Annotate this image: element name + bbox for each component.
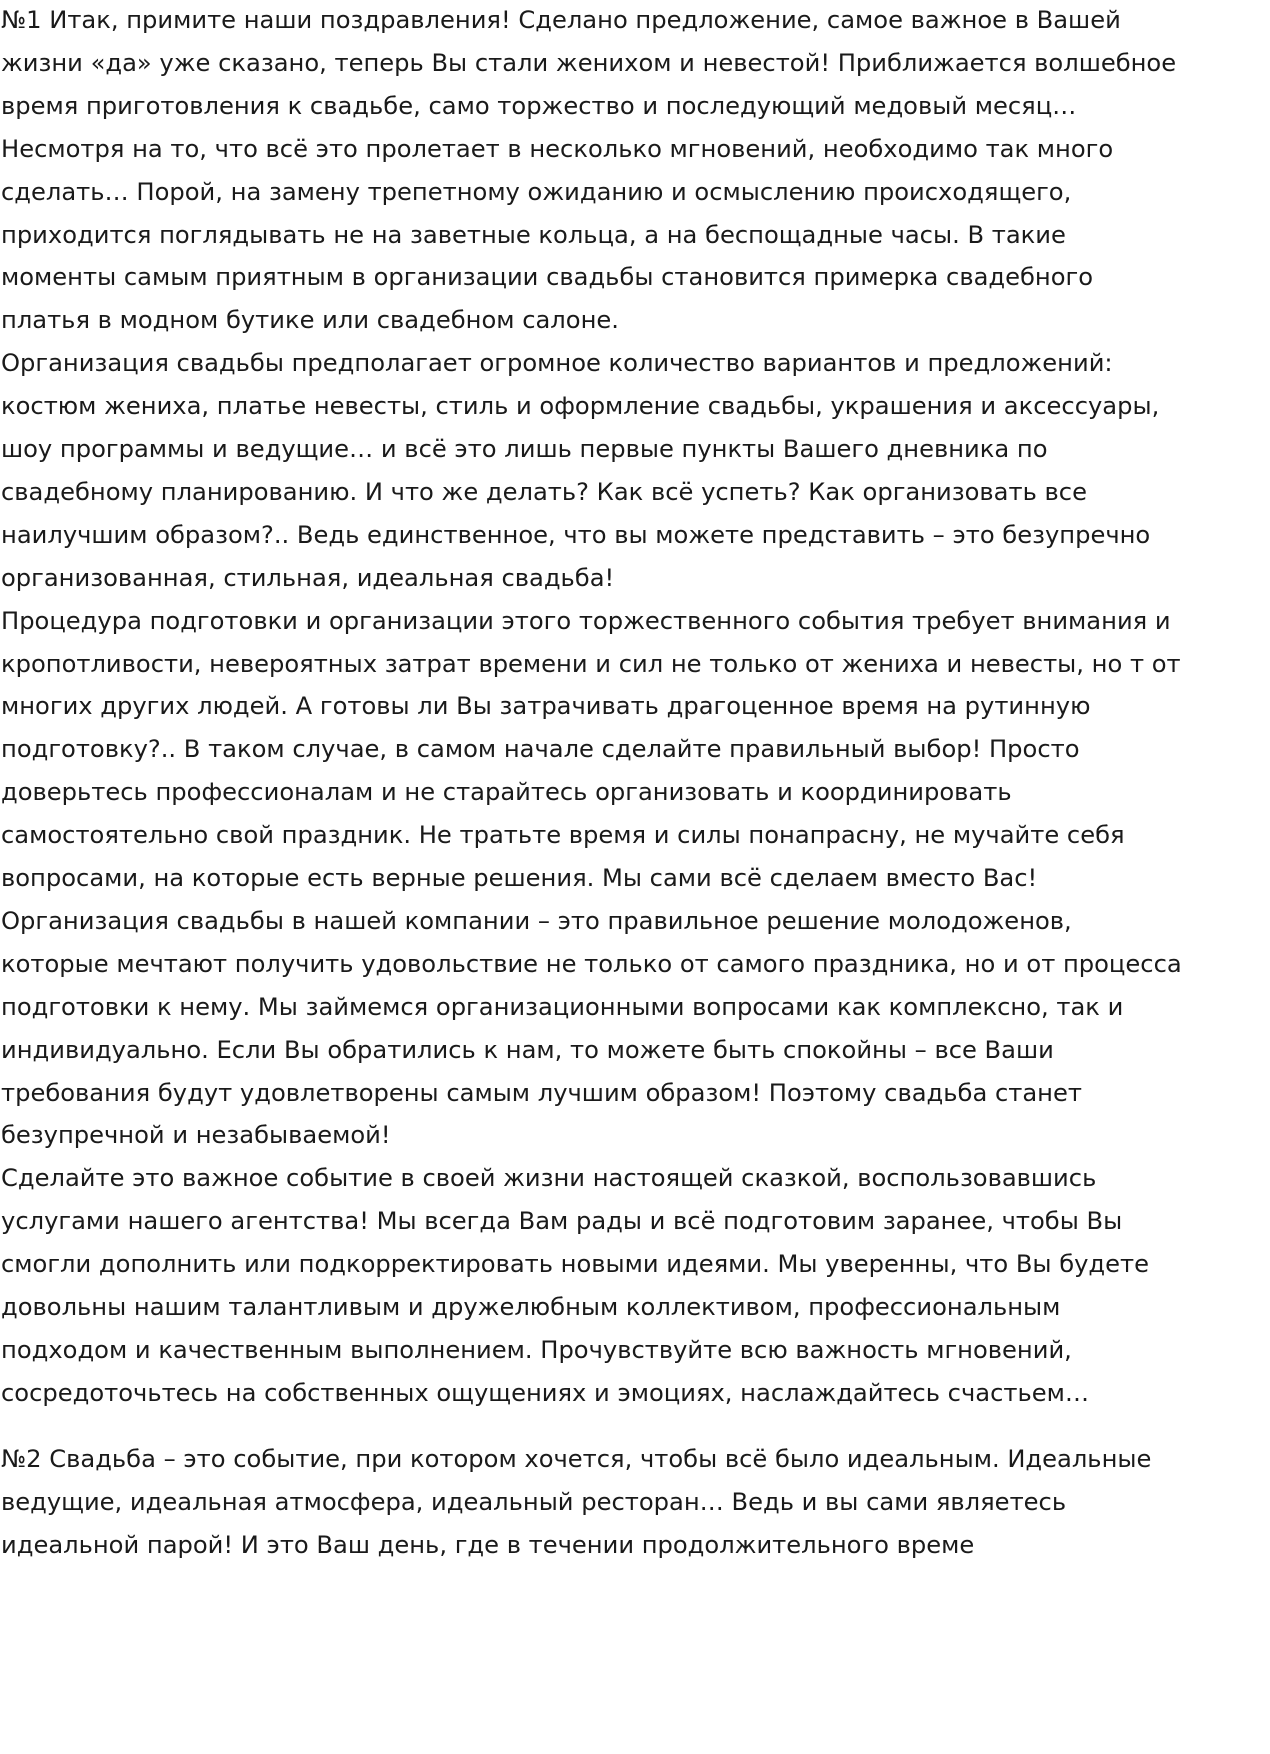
text-line: требования будут удовлетворены самым лучшим образом! Поэтому свадьба станет [1, 1078, 1082, 1107]
text-line: №1 Итак, примите наши поздравления! Сделано предложение, самое важное в Вашей [1, 6, 1121, 34]
text-line: кропотливости, невероятных затрат времени и сил не только от жениха и невесты, но т от [1, 649, 1181, 678]
text-line: идеальной парой! И это Ваш день, где в течении продолжительного време [1, 1530, 975, 1559]
text-line: приходится поглядывать не на заветные кольца, а на беспощадные часы. В такие [1, 220, 1066, 249]
text-line: многих других людей. А готовы ли Вы затрачивать драгоценное время на рутинную [1, 692, 1091, 721]
text-line: доверьтесь профессионалам и не старайтесь организовать и координировать [1, 778, 1012, 807]
text-line: Процедура подготовки и организации этого торжественного события требует внимания и [1, 606, 1171, 635]
text-line: которые мечтают получить удовольствие не только от самого праздника, но и от процесса [1, 949, 1182, 978]
text-line: платья в модном бутике или свадебном салоне. [1, 306, 619, 335]
text-line: Сделайте это важное событие в своей жизни настоящей сказкой, воспользовавшись [1, 1164, 1097, 1193]
text-line: Несмотря на то, что всё это пролетает в несколько мгновений, необходимо так много [1, 134, 1114, 163]
text-line: самостоятельно свой праздник. Не тратьте время и силы понапрасну, не мучайте себя [1, 821, 1125, 850]
text-line: время приготовления к свадьбе, само торжество и последующий медовый месяц… [1, 91, 1077, 120]
text-line: подготовку?.. В таком случае, в самом начале сделайте правильный выбор! Просто [1, 735, 1080, 764]
text-line: шоу программы и ведущие… и всё это лишь первые пункты Вашего дневника по [1, 435, 1048, 463]
text-line: довольны нашим талантливым и дружелюбным коллективом, профессиональным [1, 1293, 1061, 1321]
text-line: Организация свадьбы в нашей компании – это правильное решение молодоженов, [1, 906, 1072, 935]
text-line: ведущие, идеальная атмосфера, идеальный ресторан… Ведь и вы сами являетесь [1, 1487, 1067, 1516]
text-line: индивидуально. Если Вы обратились к нам, то можете быть спокойны – все Ваши [1, 1035, 1054, 1064]
text-line: костюм жениха, платье невесты, стиль и оформление свадьбы, украшения и аксессуары, [1, 392, 1160, 421]
text-line: подготовки к нему. Мы займемся организационными вопросами как комплексно, так и [1, 992, 1124, 1021]
text-line: сделать… Порой, на замену трепетному ожиданию и осмыслению происходящего, [1, 177, 1072, 206]
text-line: услугами нашего агентства! Мы всегда Вам рады и всё подготовим заранее, чтобы Вы [1, 1207, 1123, 1236]
text-line: сосредоточьтесь на собственных ощущениях и эмоциях, наслаждайтесь счастьем… [1, 1378, 1090, 1407]
text-line: №2 Свадьба – это событие, при котором хочется, чтобы всё было идеальным. Идеальные [1, 1444, 1152, 1473]
text-line: смогли дополнить или подкорректировать новыми идеями. Мы уверенны, что Вы будете [1, 1250, 1150, 1279]
text-line: вопросами, на которые есть верные решения. Мы сами всё сделаем вместо Вас! [1, 864, 1038, 892]
text-line: наилучшим образом?.. Ведь единственное, что вы можете представить – это безупречно [1, 520, 1151, 549]
text-line: организованная, стильная, идеальная свадьба! [1, 563, 615, 592]
text-line: Организация свадьбы предполагает огромное количество вариантов и предложений: [1, 349, 1113, 378]
text-line: моменты самым приятным в организации свадьбы становится примерка свадебного [1, 263, 1094, 292]
text-line: безупречной и незабываемой! [1, 1121, 391, 1150]
text-line: свадебному планированию. И что же делать? Как всё успеть? Как организовать все [1, 477, 1087, 506]
text-line: подходом и качественным выполнением. Прочувствуйте всю важность мгновений, [1, 1335, 1072, 1364]
text-line: жизни «да» уже сказано, теперь Вы стали женихом и невестой! Приближается волшебное [1, 48, 1177, 77]
